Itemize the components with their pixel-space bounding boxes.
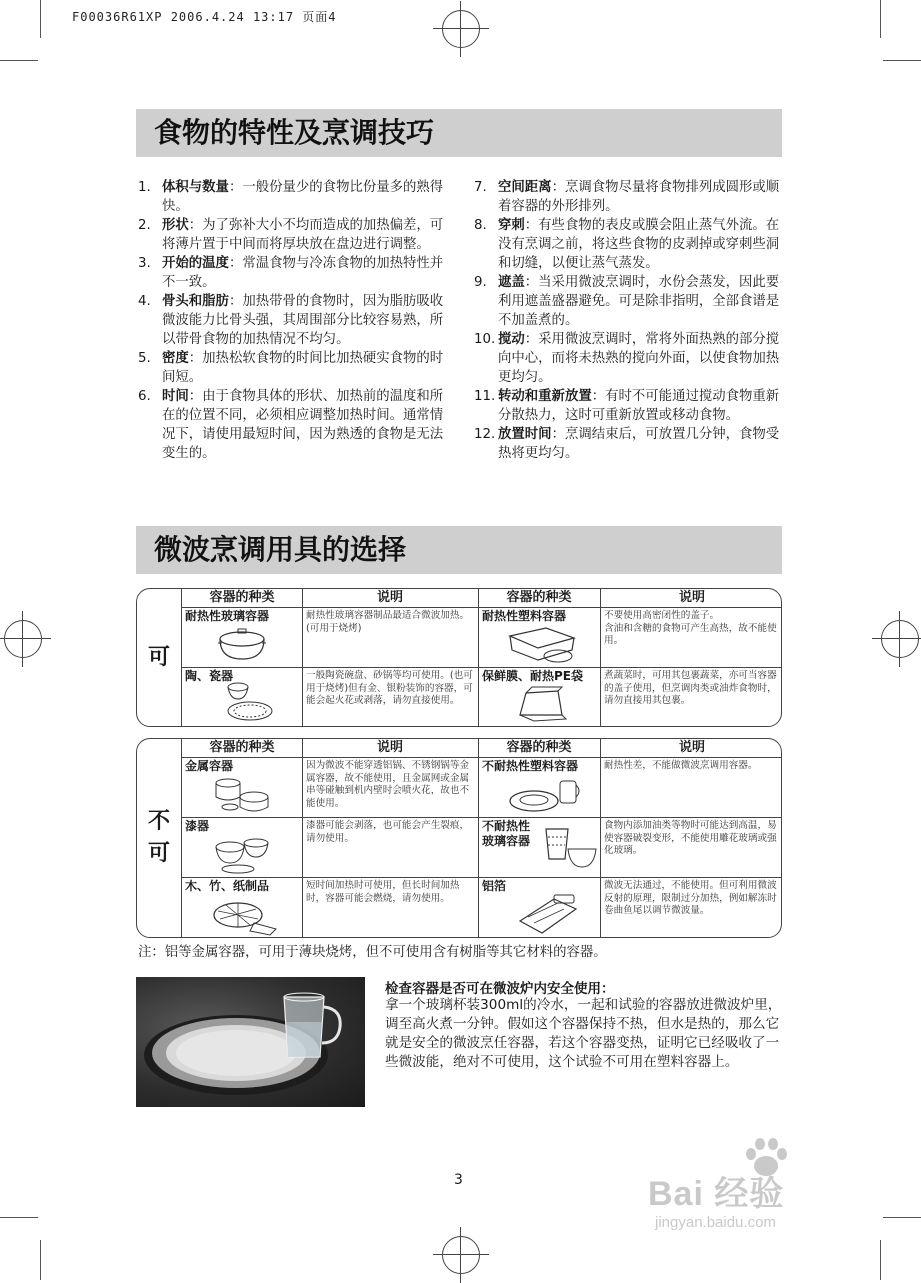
photo-plate-and-measuring-cup <box>136 977 365 1107</box>
tip-item: 7. 空间距离：烹调食物尽量将食物排列成圆形或顺着容器的外形排列。 <box>474 180 780 214</box>
side-label-can: 可 <box>147 644 170 670</box>
check-body: 拿一个玻璃杯装300ml的冷水，一起和试验的容器放进微波炉里，调至高火煮一分钟。假如这个容器保持不热，但水是热的，那么它就是安全的微波烹任容器，若这个容器变热，证明它已经吸收了一些微波能，绝对不可使用，这个试验不可用在塑料容器上。 <box>385 997 782 1070</box>
container-name: 漆器 <box>185 819 210 833</box>
table-grid <box>181 589 781 726</box>
table-row <box>182 607 781 668</box>
plate-cup-illustration-icon <box>136 977 365 1107</box>
container-name: 金属容器 <box>185 759 234 773</box>
print-header: F00036R61XP 2006.4.24 13:17 页面4 <box>72 10 337 24</box>
container-name: 不耐热性 玻璃容器 <box>482 819 531 848</box>
tip-item: 12. 放置时间：烹调结束后，可放置几分钟，食物受热将更均匀。 <box>474 427 780 461</box>
glass-cup-icon <box>538 823 598 875</box>
container-name: 木、竹、纸制品 <box>185 879 270 893</box>
table-row <box>182 757 781 818</box>
crop-mark <box>0 1217 38 1218</box>
table-header-row <box>182 739 781 758</box>
registration-mark-icon <box>4 620 42 658</box>
crop-mark <box>880 0 881 38</box>
container-desc: 食物内添加油类等物时可能达到高温，易使容器破裂变形，不能使用雕花玻璃或强化玻璃。 <box>604 820 777 856</box>
col-header-desc: 说明 <box>376 590 403 605</box>
tip-item: 8. 穿刺：有些食物的表皮或膜会阻止蒸气外流。在没有烹调之前，将这些食物的皮剥掉或穿刺些洞和切缝，以便让蒸气蒸发。 <box>474 218 780 271</box>
bamboo-basket-icon <box>210 893 280 937</box>
container-desc: 耐热性差，不能做微波烹调用容器。 <box>604 760 758 771</box>
ceramic-bowl-plate-icon <box>216 677 276 725</box>
watermark-brand: Bai 经验 <box>648 1175 785 1213</box>
crop-mark <box>883 60 921 61</box>
container-desc: 煮蔬菜时，可用其包裹蔬菜，亦可当容器的盖子使用，但烹调肉类或油炸食物时，请勿直接用其包裹。 <box>604 670 777 706</box>
crop-mark <box>880 1240 881 1280</box>
tip-item: 10. 搅动：采用微波烹调时，常将外面热熟的部分搅向中心，而将未热熟的搅向外面，以使食物加热更均匀。 <box>474 332 780 385</box>
container-desc: 因为微波不能穿透铝锅、不锈钢锅等金属容器，故不能使用，且金属网或金属串等碰触到机内壁时会喷火花，故也不能使用。 <box>306 760 470 809</box>
plastic-container-icon <box>504 624 580 666</box>
tip-item: 5. 密度：加热松软食物的时间比加热硬实食物的时间短。 <box>138 351 444 385</box>
col-header-type: 容器的种类 <box>506 740 572 755</box>
plastic-bag-icon <box>512 685 572 725</box>
tips-left-column <box>138 178 446 463</box>
table-row <box>182 667 781 727</box>
tip-item: 9. 遮盖：当采用微波烹调时，水份会蒸发，因此要利用遮盖盛器避免。可是除非指明，全部食谱是不加盖煮的。 <box>474 275 780 328</box>
tip-item: 1. 体积与数量：一般份量少的食物比份量多的熟得快。 <box>138 180 444 214</box>
col-header-desc: 说明 <box>376 740 403 755</box>
crop-mark <box>40 0 41 38</box>
col-header-type: 容器的种类 <box>209 590 275 605</box>
tip-item: 4. 骨头和脂肪：加热带骨的食物时，因为脂肪吸收微波能力比骨头强，其周围部分比较容易熟，所以带骨食物的加热情况不均匀。 <box>138 294 444 347</box>
registration-mark-icon <box>442 1236 480 1274</box>
metal-cookware-icon <box>210 773 274 815</box>
col-header-desc: 说明 <box>678 590 705 605</box>
crop-mark <box>0 60 38 61</box>
plastic-tableware-icon <box>504 773 584 817</box>
glass-casserole-icon <box>212 625 272 665</box>
section-title-utensils: 微波烹调用具的选择 <box>136 526 782 574</box>
table-grid <box>181 739 781 937</box>
table-row <box>182 877 781 938</box>
container-name: 铝箔 <box>482 879 507 893</box>
tip-item: 6. 时间：由于食物具体的形状、加热前的温度和所在的位置不同，必须相应调整加热时间。通常情况下，请使用最短时间，因为熟透的食物是无法变生的。 <box>138 389 444 461</box>
container-name: 陶、瓷器 <box>185 669 234 683</box>
side-label-cannot: 不 可 <box>147 809 170 866</box>
table-row <box>182 817 781 878</box>
registration-mark-icon <box>442 10 480 48</box>
tip-item: 2. 形状：为了弥补大小不均而造成的加热偏差，可将薄片置于中间而将厚块放在盘边进行调整。 <box>138 218 444 252</box>
crop-mark <box>883 1217 921 1218</box>
table-header-row <box>182 589 781 608</box>
tips-right-column <box>474 178 784 463</box>
tip-item: 3. 开始的温度：常温食物与冷冻食物的加热特性并不一致。 <box>138 256 444 290</box>
tip-item: 11. 转动和重新放置：有时不可能通过搅动食物重新分散热力，这时可重新放置或移动食物。 <box>474 389 780 423</box>
table-allowed-containers <box>136 588 782 727</box>
col-header-type: 容器的种类 <box>209 740 275 755</box>
container-name: 耐热性玻璃容器 <box>185 609 270 623</box>
registration-mark-icon <box>881 620 919 658</box>
container-desc: 耐热性玻璃容器制品最适合微波加热。 (可用于烧烤) <box>306 610 470 634</box>
container-desc: 不要使用高密闭性的盖子。 含油和含糖的食物可产生高热，故不能使用。 <box>604 610 777 646</box>
container-name: 不耐热性塑料容器 <box>482 759 579 773</box>
table-forbidden-containers <box>136 738 782 938</box>
container-desc: 一般陶瓷碗盘、砂锅等均可使用。(也可用于烧烤)但有金、银粉装饰的容器，可能会起火花或剥落，请勿直接使用。 <box>306 670 473 706</box>
aluminum-foil-icon <box>514 891 580 937</box>
page-number: 3 <box>454 1172 463 1188</box>
footnote: 注：铝等金属容器，可用于薄块烧烤，但不可使用含有树脂等其它材料的容器。 <box>138 945 607 960</box>
col-header-type: 容器的种类 <box>506 590 572 605</box>
container-name: 耐热性塑料容器 <box>482 609 567 623</box>
crop-mark <box>40 1240 41 1280</box>
col-header-desc: 说明 <box>678 740 705 755</box>
check-title: 检查容器是否可在微波炉内安全使用： <box>385 981 615 997</box>
lacquerware-icon <box>210 833 276 875</box>
container-desc: 漆器可能会剥落，也可能会产生裂痕，请勿使用。 <box>306 820 470 844</box>
container-name: 保鲜膜、耐热PE袋 <box>482 669 583 683</box>
container-desc: 微波无法通过，不能使用。但可利用微波反射的原理，限制过分加热，例如解冻时卷曲鱼尾以调节微波量。 <box>604 880 777 916</box>
section-title-food-tips: 食物的特性及烹调技巧 <box>136 109 782 157</box>
watermark-url: jingyan.baidu.com <box>655 1214 776 1231</box>
container-desc: 短时间加热时可使用，但长时间加热时，容器可能会燃烧，请勿使用。 <box>306 880 460 904</box>
